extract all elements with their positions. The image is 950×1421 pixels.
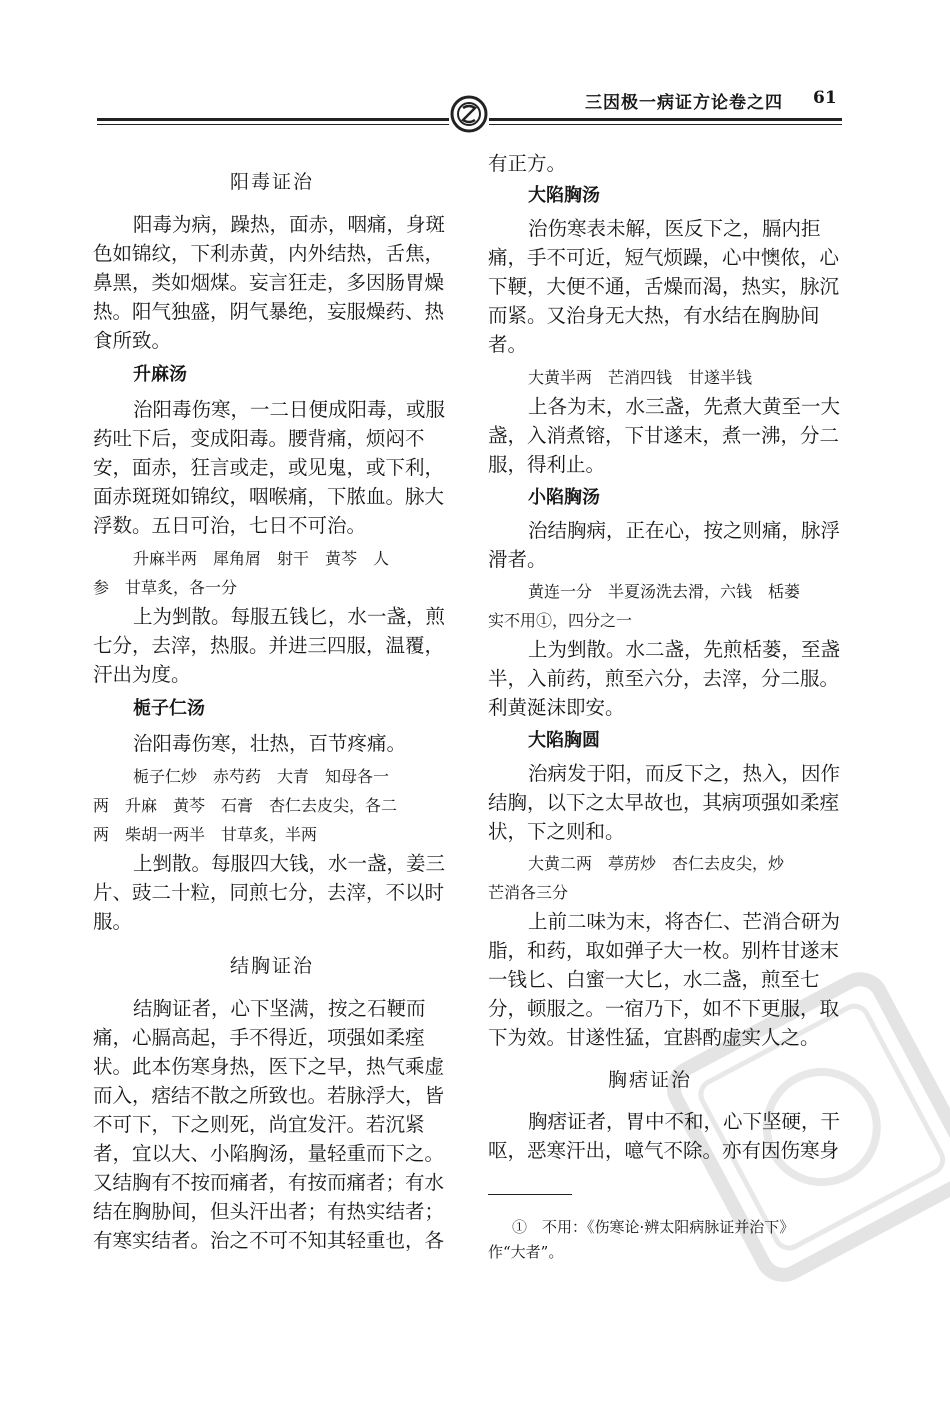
ingredient-line: 参 甘草炙，各一分	[93, 578, 238, 597]
text-line: 安，面赤，狂言或走，或见鬼，或下利，	[93, 456, 445, 479]
text-line: 有寒实结者。治之不可不知其轻重也，各	[93, 1229, 445, 1252]
footnote-line: ① 不用：《伤寒论·辨太阳病脉证并治下》	[512, 1218, 795, 1236]
text-line: 呕，恶寒汗出，噫气不除。亦有因伤寒身	[488, 1139, 840, 1162]
text-line: 又结胸有不按而痛者，有按而痛者；有水	[93, 1171, 445, 1194]
text-line: 状，下之则和。	[488, 820, 625, 843]
text-line: 分，顿服之。一宿乃下，如不下更服，取	[488, 997, 840, 1020]
text-line: 结胸证者，心下坚满，按之石鞕而	[133, 997, 426, 1020]
text-line: 面赤斑斑如锦纹，咽喉痛，下脓血。脉大	[93, 485, 445, 508]
text-line: 下鞕，大便不通，舌燥而渴，热实，脉沉	[488, 275, 840, 298]
text-line: 盏，入消煮镕，下甘遂末，煮一沸，分二	[488, 424, 840, 447]
prescription-heading: 升麻汤	[133, 364, 187, 385]
text-line: 服。	[93, 910, 133, 933]
text-line: 下为效。甘遂性猛，宜斟酌虚实人之。	[488, 1026, 820, 1049]
text-line: 阳毒为病，躁热，面赤，咽痛，身斑	[133, 213, 446, 236]
ingredient-line: 大黄二两 葶苈炒 杏仁去皮尖，炒	[528, 854, 785, 873]
text-line: 不可下，下之则死，尚宜发汗。若沉紧	[93, 1113, 425, 1136]
section-title: 结胸证治	[230, 955, 315, 977]
text-line: 浮数。五日可治，七日不可治。	[93, 514, 367, 537]
text-line: 有正方。	[488, 152, 567, 175]
text-line: 服，得利止。	[488, 453, 606, 476]
text-line: 者，宜以大、小陷胸汤，量轻重而下之。	[93, 1142, 445, 1165]
text-line: 状。此本伤寒身热，医下之早，热气乘虚	[93, 1055, 445, 1078]
prescription-heading: 大陷胸汤	[528, 185, 600, 206]
ingredient-line: 两 升麻 黄芩 石膏 杏仁去皮尖，各二	[93, 796, 398, 815]
running-title: 三因极一病证方论卷之四	[585, 93, 783, 113]
publisher-logo-icon	[449, 94, 489, 134]
text-line: 结在胸胁间，但头汗出者；有热实结者；	[93, 1200, 445, 1223]
text-line: 七分，去滓，热服。并进三四服，温覆，	[93, 634, 445, 657]
text-line: 鼻黑，类如烟煤。妄言狂走，多因肠胃燥	[93, 271, 445, 294]
text-line: 上剉散。每服四大钱，水一盏，姜三	[133, 852, 446, 875]
text-line: 痛，心膈高起，手不得近，项强如柔痓	[93, 1026, 425, 1049]
page-number: 61	[813, 88, 837, 108]
text-line: 一钱匕、白蜜一大匕，水二盏，煎至七	[488, 968, 820, 991]
text-line: 结胸，以下之太早故也，其病项强如柔痓	[488, 791, 840, 814]
text-line: 上前二味为末，将杏仁、芒消合研为	[528, 910, 841, 933]
text-line: 治阳毒伤寒，一二日便成阳毒，或服	[133, 398, 446, 421]
text-line: 痛，手不可近，短气烦躁，心中懊侬，心	[488, 246, 840, 269]
ingredient-line: 升麻半两 犀角屑 射干 黄芩 人	[133, 549, 390, 568]
text-line: 利黄涎沫即安。	[488, 696, 625, 719]
text-line: 热。阳气独盛，阴气暴绝，妄服燥药、热	[93, 300, 445, 323]
footnote-line: 作“大者”。	[488, 1243, 564, 1261]
ingredient-line: 大黄半两 芒消四钱 甘遂半钱	[528, 368, 753, 387]
text-line: 汗出为度。	[93, 663, 191, 686]
text-line: 上各为末，水三盏，先煮大黄至一大	[528, 395, 841, 418]
prescription-heading: 大陷胸圆	[528, 730, 600, 751]
text-line: 上为剉散。每服五钱匕，水一盏，煎	[133, 605, 446, 628]
text-line: 治病发于阳，而反下之，热入，因作	[528, 762, 841, 785]
text-line: 胸痞证者，胃中不和，心下坚硬，干	[528, 1110, 841, 1133]
text-line: 治阳毒伤寒，壮热，百节疼痛。	[133, 732, 407, 755]
text-line: 者。	[488, 333, 528, 356]
prescription-heading: 栀子仁汤	[133, 698, 205, 719]
ingredient-line: 芒消各三分	[488, 883, 569, 902]
text-line: 食所致。	[93, 329, 172, 352]
text-line: 而入，痞结不散之所致也。若脉浮大，皆	[93, 1084, 445, 1107]
text-line: 而紧。又治身无大热，有水结在胸胁间	[488, 304, 820, 327]
section-title: 胸痞证治	[608, 1069, 693, 1091]
text-line: 上为剉散。水二盏，先煎栝蒌，至盏	[528, 638, 841, 661]
section-title: 阳毒证治	[230, 171, 315, 193]
text-line: 治结胸病，正在心，按之则痛，脉浮	[528, 519, 841, 542]
text-line: 片、豉二十粒，同煎七分，去滓，不以时	[93, 881, 445, 904]
text-line: 治伤寒表未解，医反下之，膈内拒	[528, 217, 821, 240]
ingredient-line: 实不用①，四分之一	[488, 611, 633, 630]
ingredient-line: 两 柴胡一两半 甘草炙，半两	[93, 825, 318, 844]
text-line: 滑者。	[488, 548, 547, 571]
ingredient-line: 栀子仁炒 赤芍药 大青 知母各一	[133, 767, 390, 786]
text-line: 半，入前药，煎至六分，去滓，分二服。	[488, 667, 840, 690]
footnote-rule	[488, 1194, 572, 1195]
text-line: 脂，和药，取如弹子大一枚。别杵甘遂末	[488, 939, 840, 962]
text-line: 色如锦纹，下利赤黄，内外结热，舌焦，	[93, 242, 445, 265]
text-line: 药吐下后，变成阳毒。腰背痛，烦闷不	[93, 427, 425, 450]
prescription-heading: 小陷胸汤	[528, 487, 600, 508]
ingredient-line: 黄连一分 半夏汤洗去滑，六钱 栝蒌	[528, 582, 801, 601]
